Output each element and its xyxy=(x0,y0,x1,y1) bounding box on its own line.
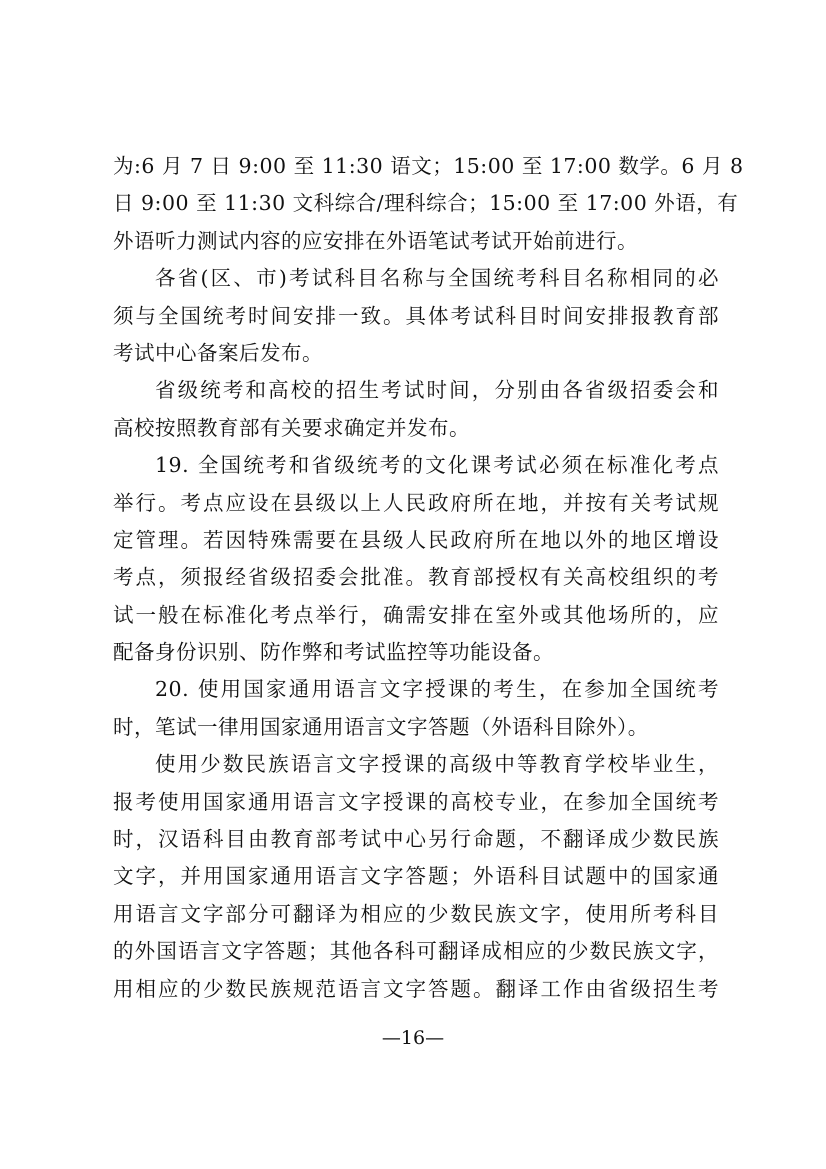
text-line: 省级统考和高校的招生考试时间，分别由各省级招委会和 xyxy=(155,378,719,403)
text-line: 高校按照教育部有关要求确定并发布。 xyxy=(113,415,470,440)
paragraph-provincial-subjects xyxy=(113,260,719,372)
text-line: 举行。考点应设在县级以上人民政府所在地，并按有关考试规 xyxy=(113,490,719,515)
text-line: 的外国语言文字答题；其他各科可翻译成相应的少数民族文字， xyxy=(113,939,719,964)
text-line: 试一般在标准化考点举行，确需安排在室外或其他场所的，应 xyxy=(113,602,719,627)
text-line: 时，汉语科目由教育部考试中心另行命题，不翻译成少数民族 xyxy=(113,827,719,852)
text-line: 日 9:00 至 11:30 文科综合/理科综合；15:00 至 17:00 外语，有 xyxy=(113,191,739,216)
text-line: 为:6 月 7 日 9:00 至 11:30 语文；15:00 至 17:00 数学。6 月 8 xyxy=(113,154,744,178)
text-line: 使用少数民族语言文字授课的高级中等教育学校毕业生， xyxy=(155,752,719,777)
text-line: 各省(区、市)考试科目名称与全国统考科目名称相同的必 xyxy=(155,266,719,291)
document-body xyxy=(113,148,744,1008)
text-line: 外语听力测试内容的应安排在外语笔试考试开始前进行。 xyxy=(113,228,638,253)
paragraph-item-20 xyxy=(113,671,719,746)
text-line: 配备身份识别、防作弊和考试监控等功能设备。 xyxy=(113,640,554,665)
text-line: 用相应的少数民族规范语言文字答题。翻译工作由省级招生考 xyxy=(113,976,719,1001)
text-line: 用语言文字部分可翻译为相应的少数民族文字，使用所考科目 xyxy=(113,901,719,926)
paragraph-exam-time xyxy=(113,372,719,447)
paragraph-minority-language xyxy=(113,746,719,1008)
text-line: 文字，并用国家通用语言文字答题；外语科目试题中的国家通 xyxy=(113,864,719,889)
text-line: 时，笔试一律用国家通用语言文字答题（外语科目除外）。 xyxy=(113,714,649,739)
text-line: 考试中心备案后发布。 xyxy=(113,340,323,365)
paragraph-exam-schedule xyxy=(113,148,744,260)
text-line: 20. 使用国家通用语言文字授课的考生，在参加全国统考 xyxy=(155,677,719,702)
text-line: 须与全国统考时间安排一致。具体考试科目时间安排报教育部 xyxy=(113,303,719,328)
page-number: —16— xyxy=(381,1027,445,1049)
paragraph-item-19 xyxy=(113,447,719,671)
text-line: 定管理。若因特殊需要在县级人民政府所在地以外的地区增设 xyxy=(113,527,719,552)
text-line: 报考使用国家通用语言文字授课的高校专业，在参加全国统考 xyxy=(113,789,719,814)
text-line: 19. 全国统考和省级统考的文化课考试必须在标准化考点 xyxy=(155,453,719,478)
text-line: 考点，须报经省级招委会批准。教育部授权有关高校组织的考 xyxy=(113,565,719,590)
